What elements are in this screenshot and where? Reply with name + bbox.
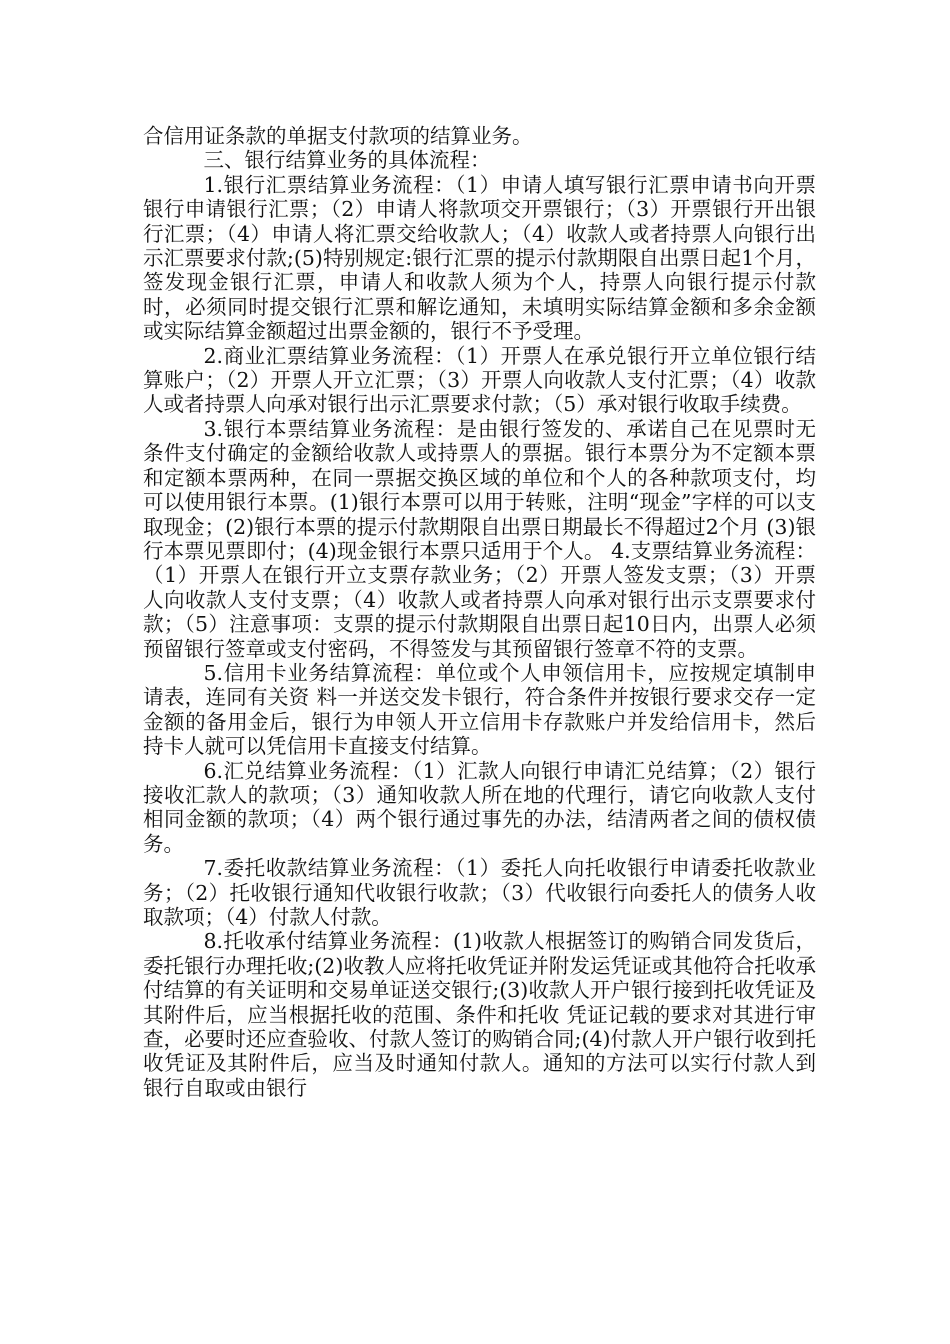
paragraph-cashier-check-and-cheque: 3.银行本票结算业务流程：是由银行签发的、承诺自己在见票时无条件支付确定的金额给收款人或持票人的票据。银行本票分为不定额本票和定额本票两种，在同一票据交换区域的单位和个人的各种款项支付，均可以使用银行本票。(1)银行本票可以用于转账，注明“现金”字样的可以支取现金；(2)银行本票的提示付款期限自出票日期最长不得超过2个月 (3)银行本票见票即付；(4)现金银行本票只适用于个人。 4.支票结算业务流程：（1）开票人在银行开立支票存款业务；（2）开票人签发支票；（3）开票人向收款人支付支票；（4）收款人或者持票人向承对银行出示支票要求付款；（5）注意事项：支票的提示付款期限自出票日起10日内，出票人必须预留银行签章或支付密码，不得签发与其预留银行签章不符的支票。 (143, 416, 816, 661)
section-heading: 三、银行结算业务的具体流程： (203, 148, 491, 173)
paragraph-credit-card: 5.信用卡业务结算流程：单位或个人申领信用卡，应按规定填制申请表，连同有关资 料一并送交发卡银行，符合条件并按银行要求交存一定金额的备用金后，银行为申领人开立信用卡存款账户并发给信用卡，然后持卡人就可以凭信用卡直接支付结算。 (143, 660, 816, 759)
paragraph-remittance: 6.汇兑结算业务流程：（1）汇款人向银行申请汇兑结算；（2）银行接收汇款人的款项；（3）通知收款人所在地的代理行，请它向收款人支付相同金额的款项；（4）两个银行通过事先的办法，结清两者之间的债权债务。 (143, 758, 816, 856)
paragraph-entrusted-collection: 7.委托收款结算业务流程：（1）委托人向托收银行申请委托收款业务；（2）托收银行通知代收银行收款；（3）代收银行向委托人的债务人收取款项；（4）付款人付款。 (143, 856, 816, 929)
document-body (143, 124, 816, 1100)
paragraph-collection-acceptance: 8.托收承付结算业务流程：(1)收款人根据签订的购销合同发货后，委托银行办理托收;(2)收教人应将托收凭证并附发运凭证或其他符合托收承付结算的有关证明和交易单证送交银行;(3)收款人开户银行接到托收凭证及其附件后，应当根据托收的范围、条件和托收 凭证记载的要求对其进行审查，必要时还应查验收、付款人签订的购销合同;(4)付款人开户银行收到托收凭证及其附件后，应当及时通知付款人。通知的方法可以实行付款人到银行自取或由银行 (143, 929, 816, 1100)
paragraph-commercial-draft: 2.商业汇票结算业务流程：（1）开票人在承兑银行开立单位银行结算账户；（2）开票人开立汇票；（3）开票人向收款人支付汇票；（4）收款人或者持票人向承对银行出示汇票要求付款；（5）承对银行收取手续费。 (143, 343, 816, 417)
paragraph-continuation: 合信用证条款的单据支付款项的结算业务。 (143, 124, 533, 148)
paragraph-bank-draft: 1.银行汇票结算业务流程：（1）申请人填写银行汇票申请书向开票银行申请银行汇票；（2）申请人将款项交开票银行；（3）开票银行开出银行汇票；（4）申请人将汇票交给收款人；（4）收款人或者持票人向银行出示汇票要求付款;(5)特别规定:银行汇票的提示付款期限自出票日起1个月，签发现金银行汇票，申请人和收款人须为个人，持票人向银行提示付款时，必须同时提交银行汇票和解讫通知，未填明实际结算金额和多余金额或实际结算金额超过出票金额的，银行不予受理。 (143, 172, 816, 344)
